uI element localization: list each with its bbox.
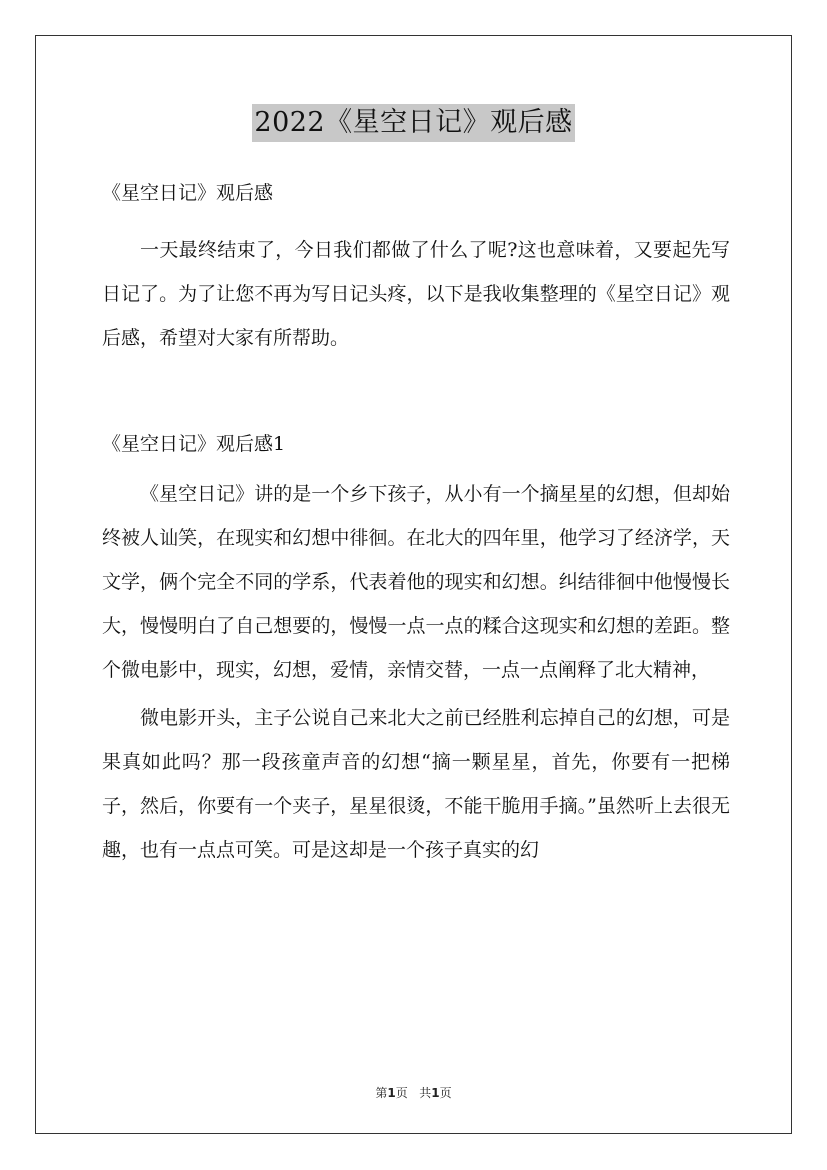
body-paragraph: 《星空日记》讲的是一个乡下孩子，从小有一个摘星星的幻想，但却始终被人讪笑，在现实和幻想中徘徊。在北大的四年里，他学习了经济学，天文学，俩个完全不同的学系，代表着他的现实和幻想。纠结徘徊中他慢慢长大，慢慢明白了自己想要的，慢慢一点一点的糅合这现实和幻想的差距。整个微电影中，现实，幻想，爱情，亲情交替，一点一点阐释了北大精神， xyxy=(102,483,730,681)
total-prefix: 共 xyxy=(419,1086,432,1100)
body-paragraph: 微电影开头，主子公说自己来北大之前已经胜利忘掉自己的幻想，可是果真如此吗？那一段孩童声音的幻想“摘一颗星星，首先，你要有一把梯子，然后，你要有一个夹子，星星很烫，不能干脆用手摘。”虽然听上去很无趣，也有一点点可笑。可是这却是一个孩子真实的幻 xyxy=(102,707,730,861)
title-container xyxy=(0,104,827,142)
document-body xyxy=(102,174,730,872)
document-title: 2022《星空日记》观后感 xyxy=(252,104,574,142)
page-current: 1 xyxy=(387,1086,396,1100)
document-subtitle: 《星空日记》观后感 xyxy=(102,182,274,204)
total-suffix: 页 xyxy=(439,1086,452,1100)
page-suffix: 页 xyxy=(395,1086,408,1100)
page-prefix: 第 xyxy=(375,1086,388,1100)
page-footer xyxy=(0,1084,827,1101)
page-total: 1 xyxy=(431,1086,440,1100)
intro-paragraph: 一天最终结束了，今日我们都做了什么了呢?这也意味着，又要起先写日记了。为了让您不再为写日记头疼，以下是我收集整理的《星空日记》观后感，希望对大家有所帮助。 xyxy=(102,239,730,349)
section-heading: 《星空日记》观后感1 xyxy=(102,433,286,455)
